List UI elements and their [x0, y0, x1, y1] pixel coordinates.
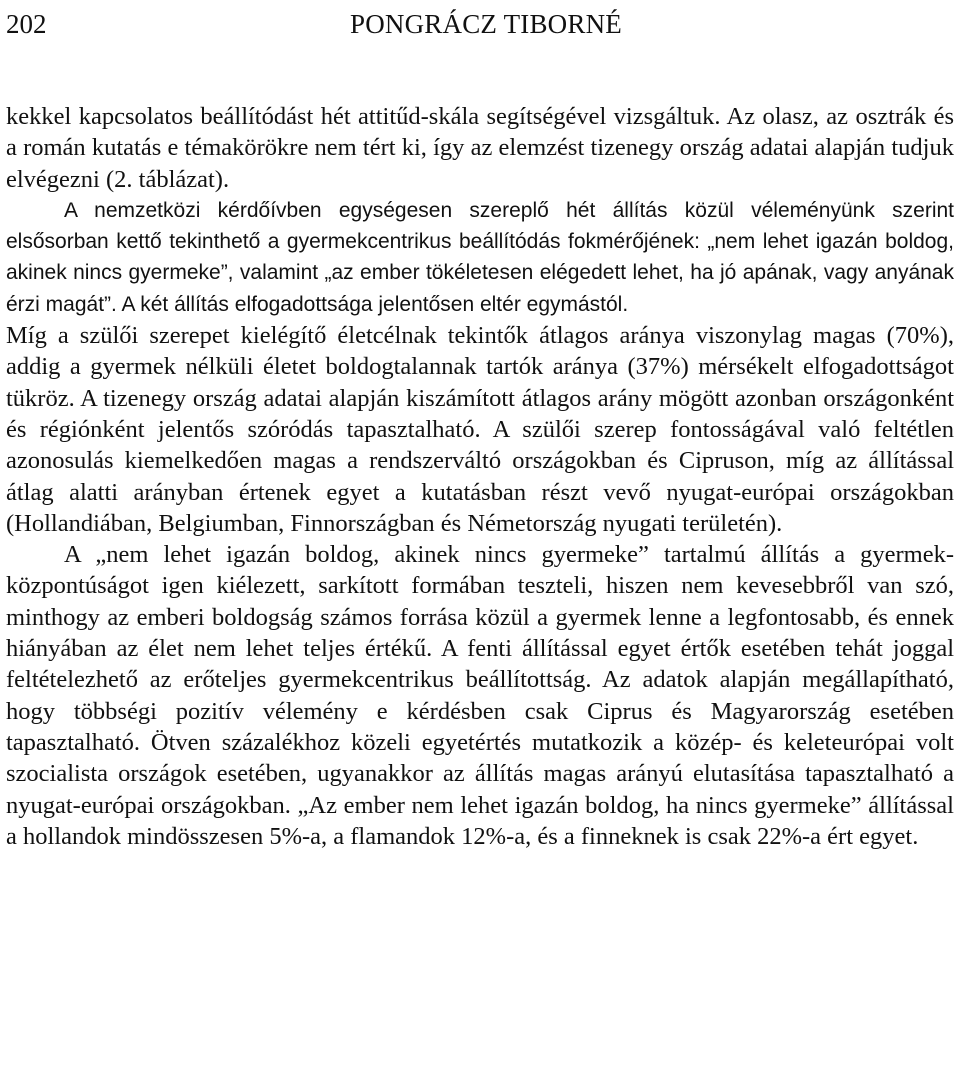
- running-head-author: PONGRÁCZ TIBORNÉ: [350, 9, 622, 39]
- paragraph-4: A „nem lehet igazán boldog, akinek nincs gyermeke” tartalmú állítás a gyermek-központúságot igen kiélezett, sarkított formában teszteli, hiszen nem kevesebbről van szó, minthogy az emberi boldogság számos forrása közül a gyermek lenne a legfontosabb, és ennek hiányában az élet nem lehet teljes értékű. A fenti állítással egyet értők esetében tehát joggal feltételezhető az erőteljes gyermekcentrikus beállítottság. Az adatok alapján megállapítható, hogy többségi pozitív vélemény e kérdésben csak Ciprus és Magyarország esetében tapasztalható. Ötven százalékhoz közeli egyetértés mutatkozik a közép- és keleteurópai volt szocialista országok esetében, ugyanakkor az állítás magas arányú elutasítása tapasztalható a nyugat-európai országokban. „Az ember nem lehet igazán boldog, ha nincs gyermeke” állítással a hollandok mindösszesen 5%-a, a flamandok 12%-a, és a finneknek is csak 22%-a ért egyet.: [6, 541, 954, 850]
- running-head: [6, 4, 954, 44]
- paragraph-3: Míg a szülői szerepet kielégítő életcélnak tekintők átlagos aránya viszonylag magas (70%), addig a gyermek nélküli életet boldogtalannak tartók aránya (37%) mérsékelt elfogadottságot tükröz. A tizenegy ország adatai alapján kiszámított átlagos arány mögött azonban országonként és régiónként jelentős szóródás tapasztalható. A szülői szerep fontosságával való feltétlen azonosulás kiemelkedően magas a rendszerváltó országokban és Cipruson, míg az állítással átlag alatti arányban értenek egyet a kutatásban részt vevő nyugat-európai országokban (Hollandiában, Belgiumban, Finnországban és Németország nyugati területén).: [6, 322, 954, 537]
- document-page: [6, 0, 954, 1069]
- page-number: 202: [6, 9, 47, 39]
- paragraph-2: A nemzetközi kérdőívben egységesen szereplő hét állítás közül véleményünk szerint elsősorban kettő tekinthető a gyermekcentrikus beállítódás fokmérőjének: „nem lehet igazán boldog, akinek nincs gyermeke”, valamint „az ember tökéletesen elégedett lehet, ha jó apának, vagy anyának érzi magát”. A két állítás elfogadottsága jelentősen eltér egymástól.: [6, 198, 954, 316]
- body-text: [6, 101, 954, 852]
- paragraph-1: kekkel kapcsolatos beállítódást hét attitűd-skála segítségével vizsgáltuk. Az olasz, az osztrák és a román kutatás e témakörökre nem tért ki, így az elemzést tizenegy ország adatai alapján tudjuk elvégezni (2. táblázat).: [6, 103, 954, 193]
